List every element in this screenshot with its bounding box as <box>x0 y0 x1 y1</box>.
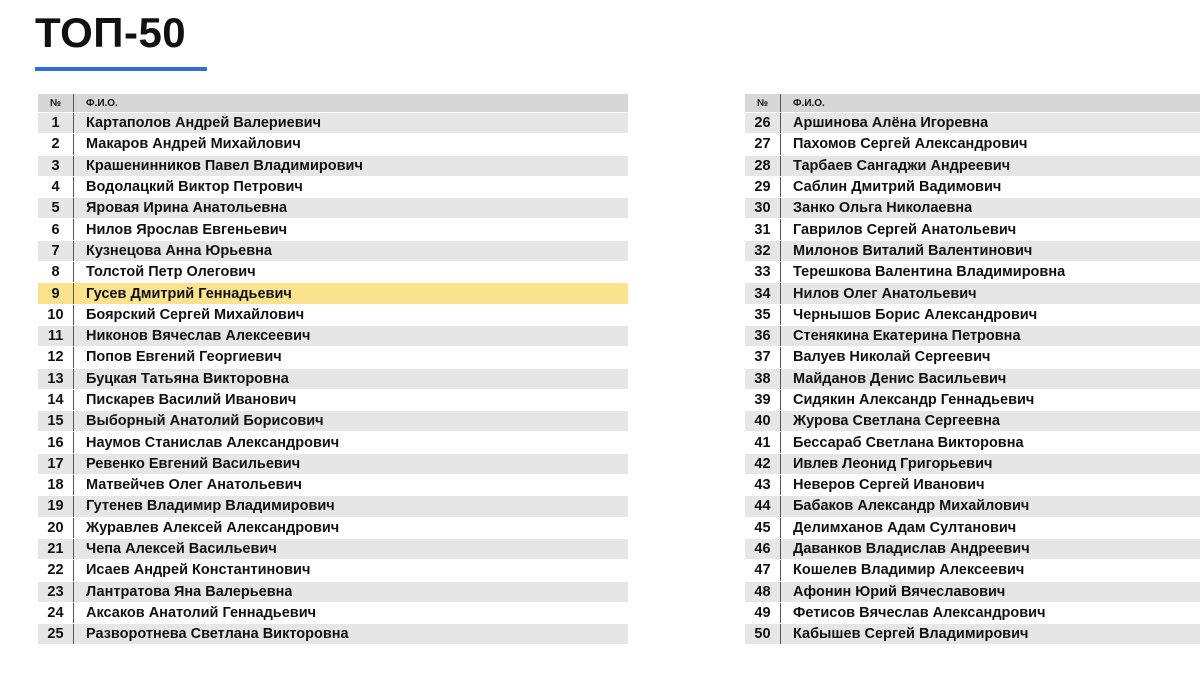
table-row <box>38 156 628 177</box>
person-name: Милонов Виталий Валентинович <box>793 242 1033 259</box>
person-name: Фетисов Вячеслав Александрович <box>793 604 1046 621</box>
rank-number: 13 <box>38 369 74 389</box>
table-row <box>38 496 628 517</box>
rank-number: 19 <box>38 496 74 516</box>
table-row <box>745 198 1200 219</box>
table-body-left <box>38 113 628 645</box>
person-name: Картаполов Андрей Валериевич <box>86 115 321 132</box>
table-row <box>745 283 1200 304</box>
ranking-table-left <box>38 94 628 645</box>
person-name: Тарбаев Сангаджи Андреевич <box>793 157 1011 174</box>
table-row <box>745 539 1200 560</box>
rank-number: 49 <box>745 603 781 623</box>
person-name: Аксаков Анатолий Геннадьевич <box>86 604 317 621</box>
rank-number: 43 <box>745 475 781 495</box>
person-name: Занко Ольга Николаевна <box>793 200 973 217</box>
table-row <box>38 390 628 411</box>
person-name: Валуев Николай Сергеевич <box>793 349 991 366</box>
person-name: Сидякин Александр Геннадьевич <box>793 392 1035 408</box>
person-name: Попов Евгений Георгиевич <box>86 349 282 366</box>
person-name: Бессараб Светлана Викторовна <box>793 434 1024 451</box>
table-row <box>38 454 628 475</box>
table-row <box>745 219 1200 240</box>
rank-number: 32 <box>745 241 781 261</box>
rank-number: 1 <box>38 113 74 133</box>
rank-number: 38 <box>745 369 781 389</box>
rank-number: 14 <box>38 390 74 410</box>
table-row <box>745 305 1200 326</box>
title-underline <box>35 67 207 71</box>
rank-number: 12 <box>38 347 74 367</box>
person-name: Гаврилов Сергей Анатольевич <box>793 221 1017 238</box>
person-name: Никонов Вячеслав Алексеевич <box>86 328 311 345</box>
table-row <box>745 496 1200 517</box>
rank-number: 15 <box>38 411 74 431</box>
person-name: Даванков Владислав Андреевич <box>793 541 1030 558</box>
person-name: Неверов Сергей Иванович <box>793 477 985 494</box>
rank-number: 18 <box>38 475 74 495</box>
rank-number: 21 <box>38 539 74 559</box>
table-row <box>38 539 628 560</box>
table-row <box>38 305 628 326</box>
table-row <box>38 518 628 539</box>
rank-number: 28 <box>745 156 781 176</box>
table-row <box>38 582 628 603</box>
rank-number: 6 <box>38 219 74 239</box>
person-name: Пахомов Сергей Александрович <box>793 136 1028 153</box>
person-name: Макаров Андрей Михайлович <box>86 136 301 153</box>
rank-number: 31 <box>745 219 781 239</box>
ranking-table-right <box>745 94 1200 645</box>
rank-number: 30 <box>745 198 781 218</box>
table-row <box>745 177 1200 198</box>
table-row <box>38 624 628 645</box>
rank-number: 23 <box>38 582 74 602</box>
rank-number: 46 <box>745 539 781 559</box>
table-row <box>745 369 1200 390</box>
rank-number: 33 <box>745 262 781 282</box>
person-name: Крашенинников Павел Владимирович <box>86 157 363 174</box>
table-row <box>745 134 1200 155</box>
rank-number: 39 <box>745 390 781 410</box>
table-row <box>38 475 628 496</box>
person-name: Афонин Юрий Вячеславович <box>793 583 1006 600</box>
table-row <box>38 262 628 283</box>
table-row <box>745 411 1200 432</box>
rank-number: 22 <box>38 560 74 580</box>
person-name: Саблин Дмитрий Вадимович <box>793 179 1002 196</box>
rank-number: 27 <box>745 134 781 154</box>
rank-number: 47 <box>745 560 781 580</box>
table-row <box>38 134 628 155</box>
person-name: Стенякина Екатерина Петровна <box>793 328 1021 345</box>
column-header-name: Ф.И.О. <box>86 97 118 109</box>
person-name: Исаев Андрей Константинович <box>86 562 311 579</box>
rank-number: 4 <box>38 177 74 197</box>
table-row <box>745 326 1200 347</box>
person-name: Лантратова Яна Валерьевна <box>86 583 293 600</box>
rank-number: 11 <box>38 326 74 346</box>
table-row <box>38 198 628 219</box>
rank-number: 37 <box>745 347 781 367</box>
person-name: Журавлев Алексей Александрович <box>86 519 340 536</box>
person-name: Разворотнева Светлана Викторовна <box>86 626 349 643</box>
person-name: Кошелев Владимир Алексеевич <box>793 562 1025 579</box>
rank-number: 42 <box>745 454 781 474</box>
rank-number: 16 <box>38 432 74 452</box>
rank-number: 45 <box>745 518 781 538</box>
rank-number: 50 <box>745 624 781 644</box>
table-row <box>38 603 628 624</box>
person-name: Водолацкий Виктор Петрович <box>86 179 303 196</box>
person-name: Буцкая Татьяна Викторовна <box>86 370 289 387</box>
person-name: Пискарев Василий Иванович <box>86 392 297 408</box>
table-row <box>745 156 1200 177</box>
table-header <box>38 94 628 113</box>
rank-number: 2 <box>38 134 74 154</box>
table-row <box>38 219 628 240</box>
rank-number: 36 <box>745 326 781 346</box>
rank-number: 17 <box>38 454 74 474</box>
rank-number: 8 <box>38 262 74 282</box>
person-name: Нилов Ярослав Евгеньевич <box>86 221 288 238</box>
rank-number: 40 <box>745 411 781 431</box>
table-row <box>745 475 1200 496</box>
rank-number: 26 <box>745 113 781 133</box>
person-name: Яровая Ирина Анатольевна <box>86 200 288 217</box>
rank-number: 35 <box>745 305 781 325</box>
person-name: Боярский Сергей Михайлович <box>86 306 305 323</box>
table-row <box>38 326 628 347</box>
rank-number: 10 <box>38 305 74 325</box>
table-row <box>745 582 1200 603</box>
rank-number: 24 <box>38 603 74 623</box>
table-row <box>745 560 1200 581</box>
page-title: ТОП-50 <box>35 9 187 56</box>
rank-number: 25 <box>38 624 74 644</box>
person-name: Бабаков Александр Михайлович <box>793 498 1030 515</box>
person-name: Ивлев Леонид Григорьевич <box>793 455 993 472</box>
table-row <box>38 241 628 262</box>
person-name: Толстой Петр Олегович <box>86 264 256 281</box>
column-header-number: № <box>745 94 781 112</box>
person-name: Чепа Алексей Васильевич <box>86 541 277 558</box>
table-row <box>38 113 628 134</box>
rank-number: 20 <box>38 518 74 538</box>
rank-number: 9 <box>38 283 74 303</box>
table-row <box>38 283 628 304</box>
person-name: Кабышев Сергей Владимирович <box>793 626 1029 643</box>
person-name: Ревенко Евгений Васильевич <box>86 455 301 472</box>
person-name: Матвейчев Олег Анатольевич <box>86 477 302 494</box>
table-row <box>38 560 628 581</box>
person-name: Гусев Дмитрий Геннадьевич <box>86 285 292 302</box>
table-row <box>745 603 1200 624</box>
person-name: Чернышов Борис Александрович <box>793 306 1038 323</box>
table-row <box>745 390 1200 411</box>
person-name: Нилов Олег Анатольевич <box>793 285 977 302</box>
table-row <box>745 241 1200 262</box>
person-name: Кузнецова Анна Юрьевна <box>86 242 272 259</box>
rank-number: 44 <box>745 496 781 516</box>
table-row <box>745 454 1200 475</box>
table-row <box>38 177 628 198</box>
rank-number: 48 <box>745 582 781 602</box>
table-row <box>745 518 1200 539</box>
rank-number: 41 <box>745 432 781 452</box>
person-name: Майданов Денис Васильевич <box>793 370 1007 387</box>
table-row <box>745 432 1200 453</box>
table-header <box>745 94 1200 113</box>
rank-number: 29 <box>745 177 781 197</box>
person-name: Терешкова Валентина Владимировна <box>793 264 1066 281</box>
person-name: Аршинова Алёна Игоревна <box>793 115 989 132</box>
person-name: Гутенев Владимир Владимирович <box>86 498 335 515</box>
table-row <box>745 262 1200 283</box>
person-name: Делимханов Адам Султанович <box>793 519 1017 536</box>
table-body-right <box>745 113 1200 645</box>
table-row <box>38 432 628 453</box>
rank-number: 7 <box>38 241 74 261</box>
table-row <box>38 347 628 368</box>
rank-number: 5 <box>38 198 74 218</box>
rank-number: 3 <box>38 156 74 176</box>
person-name: Журова Светлана Сергеевна <box>793 413 1000 430</box>
column-header-name: Ф.И.О. <box>793 97 825 109</box>
column-header-number: № <box>38 94 74 112</box>
table-row <box>745 347 1200 368</box>
table-row <box>745 113 1200 134</box>
table-row <box>745 624 1200 645</box>
table-row <box>38 369 628 390</box>
person-name: Выборный Анатолий Борисович <box>86 413 324 430</box>
rank-number: 34 <box>745 283 781 303</box>
table-row <box>38 411 628 432</box>
person-name: Наумов Станислав Александрович <box>86 434 340 451</box>
